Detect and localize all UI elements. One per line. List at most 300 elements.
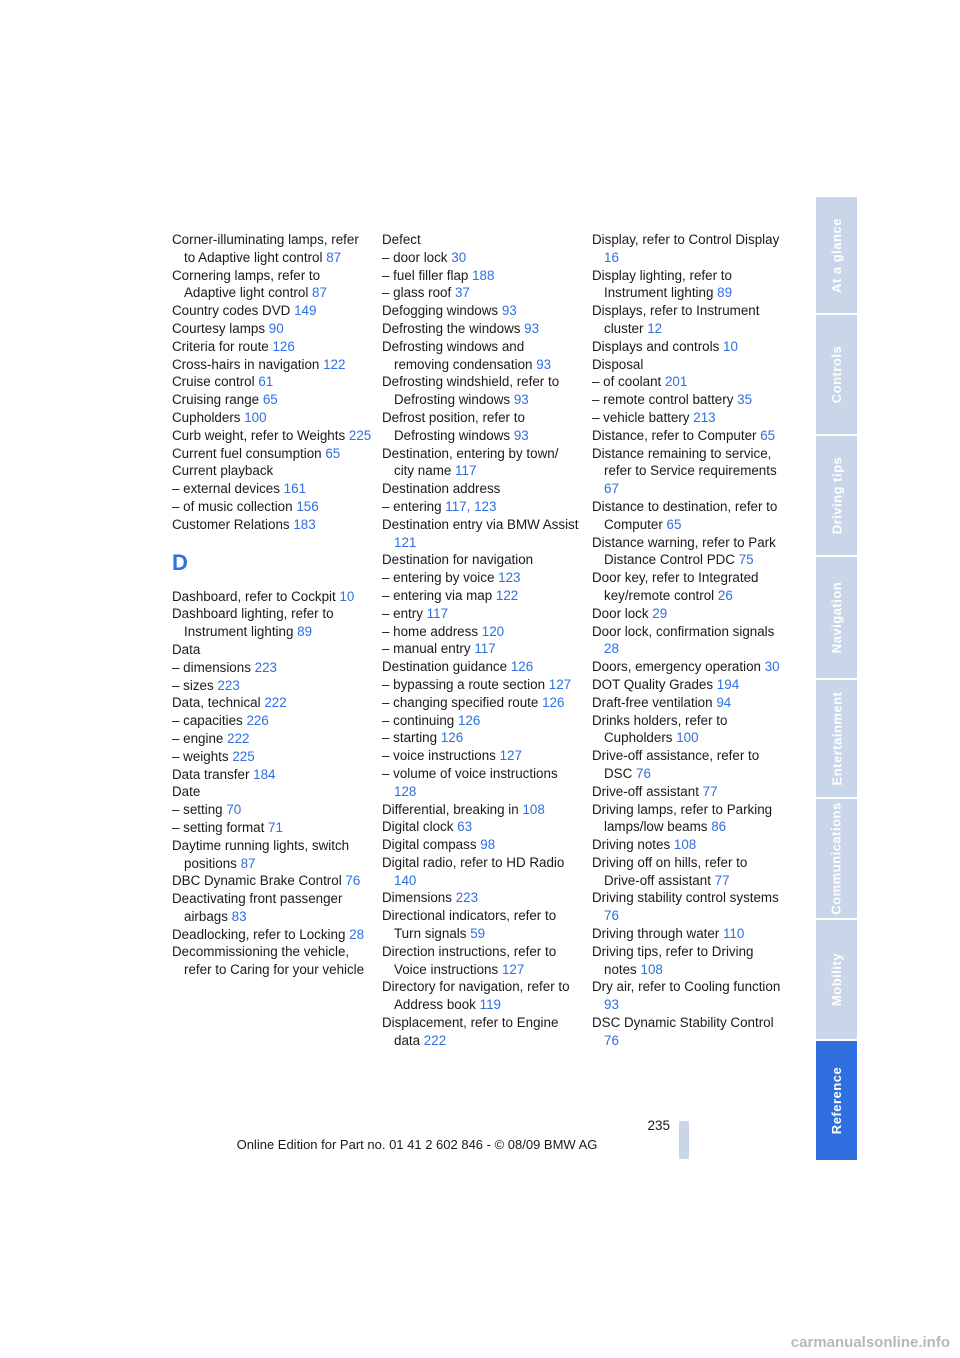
watermark: carmanualsonline.info xyxy=(790,1334,950,1351)
tab-mobility[interactable]: Mobility xyxy=(816,920,857,1041)
page-link[interactable]: 149 xyxy=(294,303,317,319)
entry-text: Direction instructions, refer to Voice instructions xyxy=(382,943,557,977)
index-entry xyxy=(382,712,582,730)
entry-text: Dashboard, refer to Cockpit xyxy=(172,588,336,604)
index-entry xyxy=(172,819,372,837)
page-link[interactable]: 161 xyxy=(283,481,307,497)
entry-text: Directional indicators, refer to Turn signals xyxy=(382,908,557,942)
page-link[interactable]: 93 xyxy=(536,356,552,372)
page-link[interactable]: 77 xyxy=(702,783,718,799)
page-link[interactable]: 30 xyxy=(764,659,780,675)
page-link[interactable]: 59 xyxy=(470,926,486,942)
page-link[interactable]: 94 xyxy=(716,694,732,710)
index-entry xyxy=(172,231,372,267)
index-entry xyxy=(172,320,372,338)
index-entry xyxy=(172,427,372,445)
page-link[interactable]: 87 xyxy=(240,855,256,871)
page-link[interactable]: 16 xyxy=(604,249,619,265)
index-entry xyxy=(592,373,784,391)
entry-text: Distance remaining to service, refer to Service requirements xyxy=(592,445,777,479)
page-link[interactable]: 127 xyxy=(501,961,525,977)
entry-text: Door lock xyxy=(592,605,649,621)
page-link[interactable]: 75 xyxy=(738,552,754,568)
index-entry xyxy=(592,747,784,783)
page-link[interactable]: 65 xyxy=(666,516,682,532)
entry-text: – glass roof xyxy=(382,285,452,301)
entry-text: Destination, entering by town/ city name xyxy=(382,445,559,479)
page-link[interactable]: 121 xyxy=(394,534,417,550)
entry-text: – capacities xyxy=(172,713,243,729)
footer-label: Online Edition for Part no. 01 41 2 602 846 - © 08/09 BMW AG xyxy=(236,1137,598,1152)
entry-text: – fuel filler flap xyxy=(382,267,469,283)
index-entry xyxy=(382,818,582,836)
index-entry xyxy=(172,462,372,480)
index-entry xyxy=(592,498,784,534)
entry-text: Displacement, refer to Engine data xyxy=(382,1015,559,1048)
page-link[interactable]: 194 xyxy=(716,676,740,692)
entry-text: Directory for navigation, refer to Address book xyxy=(382,979,570,1013)
index-entry xyxy=(592,623,784,659)
tab-at-a-glance[interactable]: At a glance xyxy=(816,197,857,315)
entry-text: Decommissioning the vehicle, refer to Caring for your vehicle xyxy=(172,944,365,978)
page-link[interactable]: 100 xyxy=(676,730,699,746)
page-link[interactable]: 126 xyxy=(440,730,464,746)
page-link[interactable]: 12 xyxy=(647,320,663,336)
index-entry xyxy=(172,801,372,819)
index-entry xyxy=(382,231,582,249)
page-link[interactable]: 100 xyxy=(244,409,267,425)
page-link[interactable]: 156 xyxy=(296,498,319,514)
entry-text: Current fuel consumption xyxy=(172,445,322,461)
entry-text: Distance to destination, refer to Computer xyxy=(592,498,778,532)
page-link[interactable]: 140 xyxy=(394,872,417,888)
index-entry xyxy=(382,943,582,979)
page-link[interactable]: 128 xyxy=(394,783,417,799)
page-link[interactable]: 70 xyxy=(226,802,242,818)
entry-text: Dashboard lighting, refer to Instrument lighting xyxy=(172,606,334,640)
index-entry xyxy=(382,836,582,854)
index-entry xyxy=(172,872,372,890)
entry-text: – remote control battery xyxy=(592,392,734,408)
index-entry xyxy=(382,320,582,338)
tab-communications[interactable]: Communications xyxy=(816,799,857,920)
page-link[interactable]: 77 xyxy=(714,872,730,888)
entry-text: Cornering lamps, refer to Adaptive light control xyxy=(172,267,321,301)
index-entry xyxy=(382,445,582,481)
entry-text: Defogging windows xyxy=(382,303,499,319)
entry-text: Driving stability control systems xyxy=(592,890,779,906)
page-link[interactable]: 28 xyxy=(349,926,365,942)
index-entry xyxy=(382,640,582,658)
index-entry xyxy=(592,605,784,623)
index-entry xyxy=(592,925,784,943)
entry-text: Corner-illuminating lamps, refer to Adaptive light control xyxy=(172,232,359,265)
entry-text: Digital radio, refer to HD Radio xyxy=(382,854,565,870)
page-link[interactable]: 65 xyxy=(325,445,341,461)
index-entry xyxy=(172,890,372,926)
index-entry xyxy=(172,659,372,677)
page-link[interactable]: 119 xyxy=(479,997,501,1013)
page-link[interactable]: 108 xyxy=(673,837,697,853)
index-entry xyxy=(382,302,582,320)
page-link[interactable]: 89 xyxy=(297,624,313,640)
page-link[interactable]: 67 xyxy=(604,481,619,497)
entry-text: – volume of voice instructions xyxy=(382,765,558,781)
page-link[interactable]: 61 xyxy=(258,374,274,390)
index-entry xyxy=(382,249,582,267)
entry-text: Cross-hairs in navigation xyxy=(172,356,320,372)
index-entry xyxy=(382,765,582,801)
index-entry xyxy=(172,267,372,303)
index-entry xyxy=(382,498,582,516)
page-link[interactable]: 201 xyxy=(664,374,688,390)
index-entry xyxy=(592,854,784,890)
page-link[interactable]: 35 xyxy=(737,392,753,408)
page-link[interactable]: 65 xyxy=(262,392,278,408)
index-entry xyxy=(592,302,784,338)
entry-text: Driving through water xyxy=(592,926,720,942)
entry-text: Distance warning, refer to Park Distance Control PDC xyxy=(592,534,776,568)
index-entry xyxy=(172,445,372,463)
page-link[interactable]: 93 xyxy=(604,997,619,1013)
index-entry xyxy=(382,729,582,747)
entry-text: Draft-free ventilation xyxy=(592,694,713,710)
entry-text: Differential, breaking in xyxy=(382,801,519,817)
index-entry xyxy=(592,427,784,445)
entry-text: Drinks holders, refer to Cupholders xyxy=(592,712,728,746)
index-entry xyxy=(172,356,372,374)
index-entry xyxy=(172,338,372,356)
entry-text: Drive-off assistant xyxy=(592,783,699,799)
page-link[interactable]: 117, 123 xyxy=(445,498,497,514)
entry-text: – entering xyxy=(382,498,442,514)
entry-text: Distance, refer to Computer xyxy=(592,427,757,443)
page-link[interactable]: 126 xyxy=(272,338,295,354)
page-link[interactable]: 30 xyxy=(451,249,467,265)
index-entry xyxy=(172,480,372,498)
index-entry xyxy=(592,694,784,712)
entry-text: – door lock xyxy=(382,249,448,265)
entry-text: – bypassing a route section xyxy=(382,676,546,692)
footer-text xyxy=(0,1137,960,1152)
page-link[interactable]: 222 xyxy=(423,1032,447,1048)
page-link[interactable]: 184 xyxy=(253,766,276,782)
entry-text: Cruising range xyxy=(172,392,260,408)
index-entry xyxy=(592,409,784,427)
index-entry xyxy=(172,391,372,409)
tab-navigation[interactable]: Navigation xyxy=(816,557,857,680)
entry-text: Doors, emergency operation xyxy=(592,659,761,675)
entry-text: Displays, refer to Instrument cluster xyxy=(592,303,760,336)
index-entry xyxy=(172,409,372,427)
page-link[interactable]: 10 xyxy=(339,588,355,604)
index-entry xyxy=(592,569,784,605)
index-entry xyxy=(382,623,582,641)
entry-text: Deactivating front passenger airbags xyxy=(172,891,343,924)
entry-text: – voice instructions xyxy=(382,748,496,764)
index-entry xyxy=(172,943,372,979)
entry-text: Display, refer to Control Display xyxy=(592,232,780,247)
entry-text: Dimensions xyxy=(382,890,452,906)
entry-text: Disposal xyxy=(592,356,644,372)
index-entry xyxy=(172,694,372,712)
index-entry xyxy=(382,409,582,445)
index-entry xyxy=(592,267,784,303)
tab-entertainment[interactable]: Entertainment xyxy=(816,680,857,799)
index-entry xyxy=(382,605,582,623)
index-entry xyxy=(382,338,582,374)
entry-text: Defect xyxy=(382,232,421,247)
entry-text: Daytime running lights, switch positions xyxy=(172,837,350,871)
page-link[interactable]: 76 xyxy=(604,908,619,924)
index-column-3 xyxy=(592,231,784,1050)
entry-text: Driving notes xyxy=(592,837,671,853)
entry-text: – entry xyxy=(382,605,423,621)
entry-text: DSC Dynamic Stability Control xyxy=(592,1015,774,1031)
index-entry xyxy=(592,338,784,356)
entry-text: Door lock, confirmation signals xyxy=(592,623,775,639)
entry-text: Data xyxy=(172,641,201,657)
page-link[interactable]: 65 xyxy=(760,427,776,443)
index-entry xyxy=(592,978,784,1014)
index-entry xyxy=(592,943,784,979)
entry-text: Destination entry via BMW Assist xyxy=(382,516,579,532)
index-entry xyxy=(382,480,582,498)
page-link[interactable]: 123 xyxy=(498,570,521,586)
page-number: 235 xyxy=(647,1118,670,1133)
index-column-2 xyxy=(382,231,582,1050)
page-link[interactable]: 87 xyxy=(312,285,327,301)
page-link[interactable]: 108 xyxy=(640,961,663,977)
entry-text: – home address xyxy=(382,623,479,639)
entry-text: Drive-off assistance, refer to DSC xyxy=(592,748,760,781)
index-entry xyxy=(382,694,582,712)
index-entry xyxy=(382,569,582,587)
page-link[interactable]: 120 xyxy=(481,623,505,639)
entry-text: Display lighting, refer to Instrument lighting xyxy=(592,267,732,301)
entry-text: Destination for navigation xyxy=(382,552,534,568)
entry-text: – external devices xyxy=(172,481,280,497)
entry-text: Defrosting windshield, refer to Defrosting windows xyxy=(382,374,560,408)
page-link[interactable]: 223 xyxy=(254,659,277,675)
index-entry xyxy=(382,1014,582,1050)
page-link[interactable]: 26 xyxy=(717,587,733,603)
page-link[interactable]: 117 xyxy=(474,641,496,657)
page-link[interactable]: 126 xyxy=(457,712,481,728)
page-link[interactable]: 117 xyxy=(426,605,449,621)
index-entry xyxy=(382,801,582,819)
entry-text: – entering by voice xyxy=(382,570,495,586)
entry-text: Dry air, refer to Cooling function xyxy=(592,979,781,995)
page-link[interactable]: 222 xyxy=(227,730,250,746)
page-link[interactable]: 98 xyxy=(480,837,496,853)
section-letter: D xyxy=(172,549,188,575)
index-entry xyxy=(172,766,372,784)
entry-text: Cruise control xyxy=(172,374,255,390)
entry-text: Courtesy lamps xyxy=(172,320,266,336)
index-entry xyxy=(172,926,372,944)
page-link[interactable]: 89 xyxy=(717,285,733,301)
entry-text: Data, technical xyxy=(172,695,261,711)
entry-text: – of coolant xyxy=(592,374,662,390)
entry-text: – setting format xyxy=(172,819,265,835)
page-link[interactable]: 93 xyxy=(501,303,517,319)
entry-text: – setting xyxy=(172,802,223,818)
index-entry xyxy=(172,730,372,748)
index-entry xyxy=(382,889,582,907)
page-link[interactable]: 71 xyxy=(268,819,283,835)
index-entry xyxy=(382,978,582,1014)
index-entry xyxy=(592,356,784,374)
entry-text: – dimensions xyxy=(172,659,251,675)
page-link[interactable]: 76 xyxy=(636,765,651,781)
page-link[interactable]: 29 xyxy=(652,605,668,621)
index-entry xyxy=(382,658,582,676)
page-link[interactable]: 83 xyxy=(231,908,247,924)
index-entry xyxy=(592,391,784,409)
entry-text: Displays and controls xyxy=(592,338,720,354)
entry-text: DBC Dynamic Brake Control xyxy=(172,873,342,889)
index-entry xyxy=(382,587,582,605)
page-link[interactable]: 28 xyxy=(604,641,619,657)
page-link[interactable]: 188 xyxy=(472,267,495,283)
entry-text: Curb weight, refer to Weights xyxy=(172,427,346,443)
index-entry xyxy=(592,676,784,694)
entry-text: – manual entry xyxy=(382,641,471,657)
entry-text: DOT Quality Grades xyxy=(592,676,714,692)
entry-text: Digital compass xyxy=(382,837,477,853)
entry-text: – starting xyxy=(382,730,438,746)
section-tabs xyxy=(816,197,857,1160)
index-entry xyxy=(592,658,784,676)
page-link[interactable]: 93 xyxy=(524,320,540,336)
page-link[interactable]: 63 xyxy=(457,819,473,835)
entry-text: – entering via map xyxy=(382,587,493,603)
entry-text: Date xyxy=(172,784,201,800)
page-link[interactable]: 183 xyxy=(293,516,316,532)
index-entry xyxy=(382,267,582,285)
index-entry xyxy=(172,677,372,695)
index-entry xyxy=(382,373,582,409)
index-entry xyxy=(172,748,372,766)
entry-text: – changing specified route xyxy=(382,694,539,710)
page-link[interactable]: 10 xyxy=(723,338,738,354)
page-link[interactable]: 86 xyxy=(711,819,727,835)
index-entry xyxy=(592,801,784,837)
page-link[interactable]: 76 xyxy=(345,873,361,889)
index-column-1 xyxy=(172,231,372,979)
page-link[interactable]: 110 xyxy=(723,926,745,942)
page-link[interactable]: 122 xyxy=(323,356,346,372)
index-entry xyxy=(382,854,582,890)
index-entry xyxy=(172,837,372,873)
index-entry xyxy=(172,498,372,516)
entry-text: – weights xyxy=(172,748,229,764)
index-entry xyxy=(172,588,372,606)
entry-text: Criteria for route xyxy=(172,338,269,354)
entry-text: Customer Relations xyxy=(172,516,290,532)
page-link[interactable]: 226 xyxy=(246,713,269,729)
page-link[interactable]: 122 xyxy=(495,587,519,603)
index-entry xyxy=(172,302,372,320)
index-entry xyxy=(382,907,582,943)
entry-text: Data transfer xyxy=(172,766,250,782)
entry-text: Defrost position, refer to Defrosting windows xyxy=(382,409,525,443)
page-link[interactable]: 213 xyxy=(693,409,716,425)
index-entry xyxy=(382,284,582,302)
page-link[interactable]: 127 xyxy=(499,748,522,764)
index-entry xyxy=(592,534,784,570)
entry-text: Driving off on hills, refer to Drive-off assistant xyxy=(592,854,748,888)
entry-text: – sizes xyxy=(172,677,214,693)
index-entry xyxy=(172,641,372,659)
entry-text: Country codes DVD xyxy=(172,303,291,319)
entry-text: Defrosting the windows xyxy=(382,320,521,336)
tab-reference[interactable]: Reference xyxy=(816,1041,857,1160)
index-entry xyxy=(592,712,784,748)
page-link[interactable]: 223 xyxy=(217,677,240,693)
page-link[interactable]: 108 xyxy=(522,801,545,817)
index-entry xyxy=(592,1014,784,1050)
page-link[interactable]: 90 xyxy=(268,320,284,336)
entry-text: – engine xyxy=(172,730,224,746)
page-link[interactable]: 93 xyxy=(513,427,529,443)
entry-text: – continuing xyxy=(382,712,455,728)
index-entry xyxy=(592,445,784,498)
entry-text: Digital clock xyxy=(382,819,454,835)
page-link[interactable]: 225 xyxy=(232,748,255,764)
entry-text: Destination guidance xyxy=(382,659,508,675)
index-entry xyxy=(172,516,372,534)
entry-text: Driving tips, refer to Driving notes xyxy=(592,943,754,977)
page-link[interactable]: 222 xyxy=(264,695,287,711)
index-entry xyxy=(382,747,582,765)
index-entry xyxy=(382,676,582,694)
entry-text: Cupholders xyxy=(172,409,241,425)
index-entry xyxy=(172,605,372,641)
page-link[interactable]: 76 xyxy=(604,1032,619,1048)
page-link[interactable]: 93 xyxy=(513,392,529,408)
page-link[interactable]: 37 xyxy=(454,285,470,301)
entry-text: Destination address xyxy=(382,481,501,497)
index-entry xyxy=(172,373,372,391)
page-link[interactable]: 223 xyxy=(455,890,479,906)
entry-text: Deadlocking, refer to Locking xyxy=(172,926,346,942)
tab-driving-tips[interactable]: Driving tips xyxy=(816,436,857,557)
index-entry xyxy=(592,231,784,267)
index-entry xyxy=(172,783,372,801)
index-entry xyxy=(382,516,582,552)
index-entry xyxy=(592,783,784,801)
page-link[interactable]: 87 xyxy=(326,249,342,265)
entry-text: Defrosting windows and removing condensation xyxy=(382,338,533,372)
entry-text: Door key, refer to Integrated key/remote control xyxy=(592,570,759,603)
page-link[interactable]: 117 xyxy=(455,463,477,479)
index-entry xyxy=(592,889,784,925)
tab-controls[interactable]: Controls xyxy=(816,315,857,436)
entry-text: – vehicle battery xyxy=(592,409,690,425)
page-link[interactable]: 127 xyxy=(548,676,572,692)
entry-text: Driving lamps, refer to Parking lamps/low beams xyxy=(592,801,773,835)
index-entry xyxy=(172,712,372,730)
page-link[interactable]: 126 xyxy=(510,659,534,675)
index-entry xyxy=(592,836,784,854)
page-link[interactable]: 225 xyxy=(348,427,372,443)
entry-text: – of music collection xyxy=(172,498,293,514)
entry-text: Current playback xyxy=(172,463,274,479)
page-link[interactable]: 126 xyxy=(542,694,565,710)
index-entry xyxy=(382,551,582,569)
